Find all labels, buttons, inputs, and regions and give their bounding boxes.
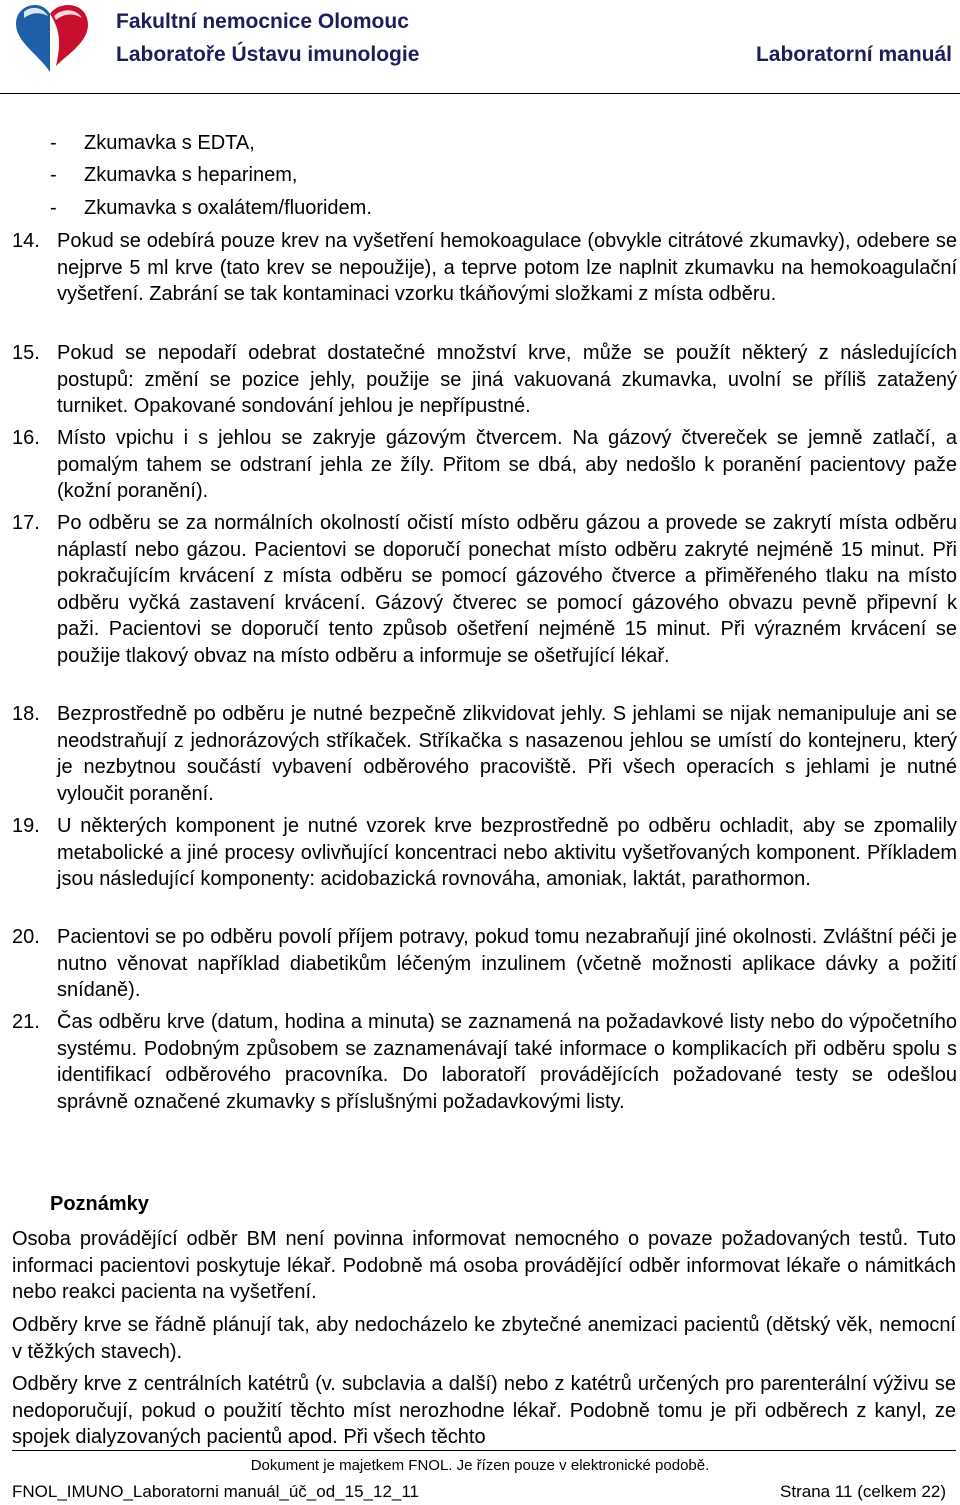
numbered-item — [12, 510, 957, 669]
list-item: - Zkumavka s EDTA, — [50, 132, 255, 154]
numbered-item — [12, 813, 957, 893]
item-number: 18. — [12, 703, 40, 725]
item-number: 19. — [12, 815, 40, 837]
item-number: 15. — [12, 342, 40, 364]
hospital-logo-icon — [10, 2, 92, 74]
numbered-item — [12, 701, 957, 807]
header-divider — [0, 93, 960, 94]
item-text: Bezprostředně po odběru je nutné bezpečně zlikvidovat jehly. S jehlami se nijak nemanipuluje ani se neodstraňují z jednorázových stříkaček. Stříkačka s nasazenou jehlou se umístí do kontejneru, který je nezbytnou součástí vybavení odběrového pracoviště. Při všech operacích s jehlami je nutné vyloučit poranění. — [57, 703, 957, 805]
footer-divider — [12, 1450, 956, 1451]
notes-heading: Poznámky — [50, 1193, 149, 1215]
list-item: - Zkumavka s heparinem, — [50, 164, 298, 186]
footer-page-number: Strana 11 (celkem 22) — [780, 1482, 946, 1501]
item-number: 21. — [12, 1011, 40, 1033]
manual-title: Laboratorní manuál — [755, 43, 952, 66]
numbered-item — [12, 425, 957, 505]
numbered-item — [12, 924, 957, 1004]
item-number: 16. — [12, 427, 40, 449]
lab-name: Laboratoře Ústavu imunologie — [116, 43, 420, 66]
item-text: U některých komponent je nutné vzorek krve bezprostředně po odběru ochladit, aby se zpomalily metabolické a jiné procesy ovlivňující koncentraci nebo aktivitu vyšetřovaných komponent. Příkladem jsou následující komponenty: acidobazická rovnováha, amoniak, laktát, parathormon. — [57, 815, 957, 890]
list-item-text: Zkumavka s heparinem, — [84, 164, 298, 186]
numbered-item — [12, 228, 957, 308]
numbered-item — [12, 1009, 957, 1115]
hospital-name: Fakultní nemocnice Olomouc — [116, 10, 409, 33]
item-number: 20. — [12, 926, 40, 948]
footer-ownership-note: Dokument je majetkem FNOL. Je řízen pouze v elektronické podobě. — [250, 1457, 710, 1474]
item-text: Čas odběru krve (datum, hodina a minuta) se zaznamená na požadavkové listy nebo do výpočetního systému. Podobným způsobem se zaznamenávají také informace o komplikacích při odběru spolu s identifikací odběrového pracovníka. Do laboratoří provádějících požadované testy se odešlou správně označené zkumavky s příslušnými požadavkovými listy. — [57, 1011, 957, 1113]
item-text: Pacientovi se po odběru povolí příjem potravy, pokud tomu nezabraňují jiné okolnosti. Zvláštní péči je nutno věnovat například diabetikům léčeným inzulinem (včetně možnosti aplikace dávky a požití snídaně). — [57, 926, 957, 1001]
item-text: Pokud se odebírá pouze krev na vyšetření hemokoagulace (obvykle citrátové zkumavky), odebere se nejprve 5 ml krve (tato krev se nepoužije), a teprve potom lze naplnit zkumavku na hemokoagulační vyšetření. Zabrání se tak kontaminaci vzorku tkáňovými složkami z místa odběru. — [57, 230, 957, 305]
list-item-text: Zkumavka s EDTA, — [84, 132, 255, 154]
item-text: Pokud se nepodaří odebrat dostatečné množství krve, může se použít některý z následujících postupů: změní se pozice jehly, použije se jiná vakuovaná zkumavka, uvolní se příliš zatažený turniket. Opakované sondování jehlou je nepřípustné. — [57, 342, 957, 417]
notes-paragraph: Odběry krve z centrálních katétrů (v. subclavia a další) nebo z katétrů určených pro parenterální výživu se nedoporučují, pokud o použití těchto míst nerozhodne lékař. Podobně tomu je při odběrech z kanyl, ze spojek dialyzovaných pacientů apod. Při všech těchto — [12, 1373, 956, 1448]
footer-document-code: FNOL_IMUNO_Laboratorni manuál_úč_od_15_12_11 — [12, 1482, 419, 1501]
list-item: - Zkumavka s oxalátem/fluoridem. — [50, 197, 372, 219]
numbered-item — [12, 340, 957, 420]
item-number: 14. — [12, 230, 40, 252]
page-header — [0, 0, 960, 94]
item-text: Místo vpichu i s jehlou se zakryje gázovým čtvercem. Na gázový čtvereček se jemně zatlačí, a pomalým tahem se odstraní jehla ze žíly. Přitom se dbá, aby nedošlo k poranění pacientovy paže (kožní poranění). — [57, 427, 957, 502]
item-number: 17. — [12, 512, 40, 534]
notes-paragraph: Osoba provádějící odběr BM není povinna informovat nemocného o povaze požadovaných testů. Tuto informaci pacientovi poskytuje lékař. Podobně má osoba provádějící odběr informovat lékaře o námitkách nebo reakci pacienta na vyšetření. — [12, 1228, 956, 1303]
list-item-text: Zkumavka s oxalátem/fluoridem. — [84, 197, 372, 219]
item-text: Po odběru se za normálních okolností očistí místo odběru gázou a provede se zakrytí místa odběru náplastí nebo gázou. Pacientovi se doporučí ponechat místo odběru zakryté nejméně 15 minut. Při pokračujícím krvácení z místa odběru se pomocí gázového čtverce a přiměřeného tlaku na místo odběru vyčká zastavení krvácení. Gázový čtverec se pomocí gázového obvazu pevně připevní k paži. Pacientovi se doporučí tento způsob ošetření nejméně 15 minut. Při výrazném krvácení se použije tlakový obvaz na místo odběru a informuje se ošetřující lékař. — [57, 512, 957, 667]
notes-paragraph: Odběry krve se řádně plánují tak, aby nedocházelo ke zbytečné anemizaci pacientů (dětský věk, nemocní v těžkých stavech). — [12, 1314, 956, 1363]
